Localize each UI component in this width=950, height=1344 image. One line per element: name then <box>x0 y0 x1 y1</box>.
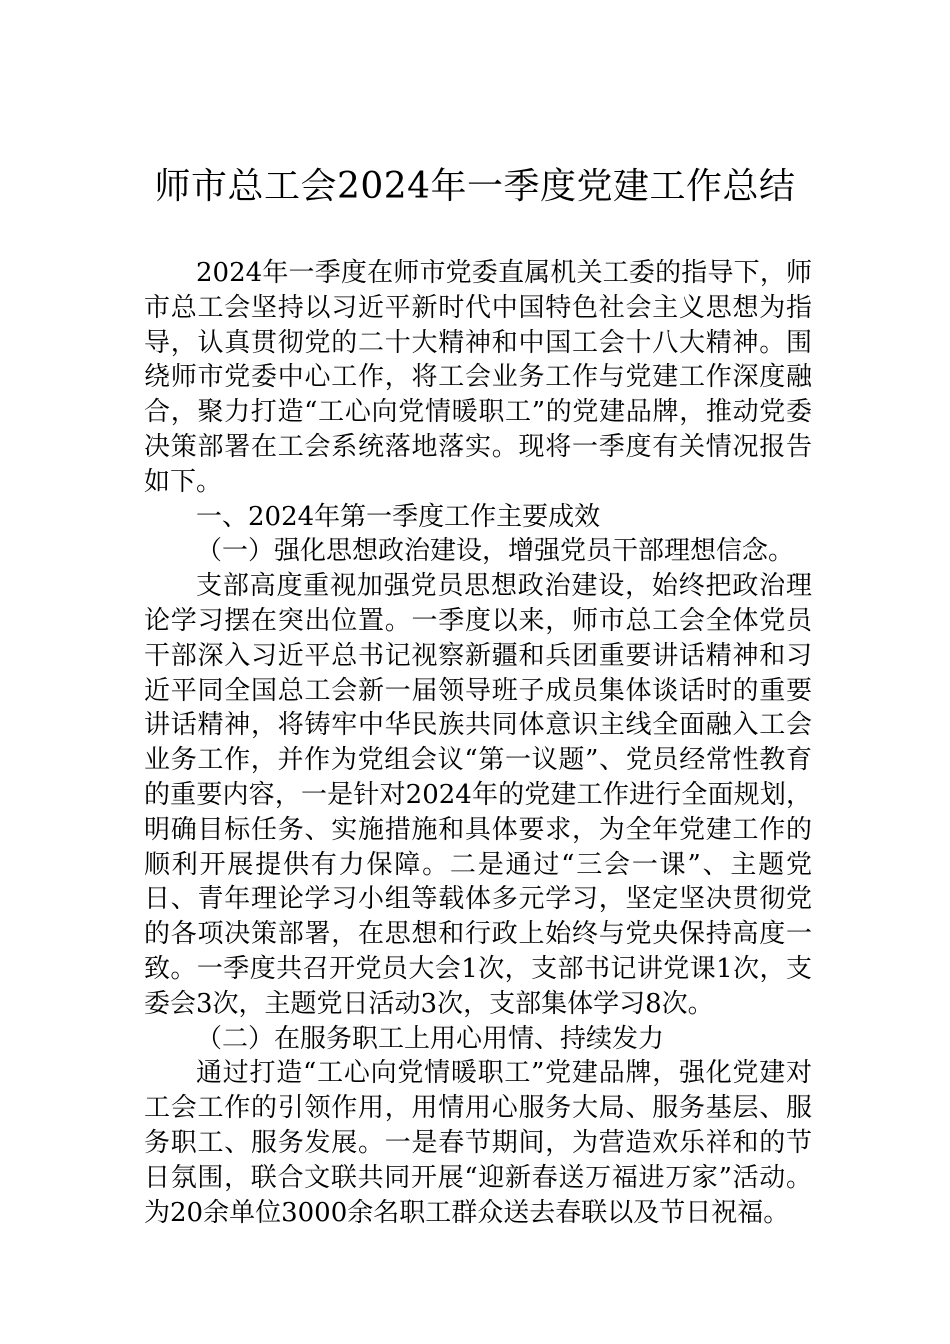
subsection-1-paragraph: 支部高度重视加强党员思想政治建设，始终把政治理论学习摆在突出位置。一季度以来，师市总工会全体党员干部深入习近平总书记视察新疆和兵团重要讲话精神和习近平同全国总工会新一届领导班子成员集体谈话时的重要讲话精神，将铸牢中华民族共同体意识主线全面融入工会业务工作，并作为党组会议“第一议题”、党员经常性教育的重要内容，一是针对2024年的党建工作进行全面规划，明确目标任务、实施措施和具体要求，为全年党建工作的顺利开展提供有力保障。二是通过“三会一课”、主题党日、青年理论学习小组等载体多元学习，坚定坚决贯彻党的各项决策部署，在思想和行政上始终与党央保持高度一致。一季度共召开党员大会1次，支部书记讲党课1次，支委会3次，主题党日活动3次，支部集体学习8次。 <box>144 571 812 1019</box>
subsection-heading-2: （二）在服务职工上用心用情、持续发力 <box>196 1023 665 1054</box>
subsection-heading-1: （一）强化思想政治建设，增强党员干部理想信念。 <box>196 536 795 567</box>
document-body <box>144 256 812 1230</box>
document-title: 师市总工会2024年一季度党建工作总结 <box>154 166 796 207</box>
subsection-2-paragraph: 通过打造“工心向党情暖职工”党建品牌，强化党建对工会工作的引领作用，用情用心服务大局、服务基层、服务职工、服务发展。一是春节期间，为营造欢乐祥和的节日氛围，联合文联共同开展“迎新春送万福进万家”活动。为20余单位3000余名职工群众送去春联以及节日祝福。 <box>144 1058 812 1228</box>
section-heading-1: 一、2024年第一季度工作主要成效 <box>196 501 601 532</box>
intro-paragraph: 2024年一季度在师市党委直属机关工委的指导下，师市总工会坚持以习近平新时代中国特色社会主义思想为指导，认真贯彻党的二十大精神和中国工会十八大精神。围绕师市党委中心工作，将工会业务工作与党建工作深度融合，聚力打造“工心向党情暖职工”的党建品牌，推动党委决策部署在工会系统落地落实。现将一季度有关情况报告如下。 <box>144 258 812 497</box>
